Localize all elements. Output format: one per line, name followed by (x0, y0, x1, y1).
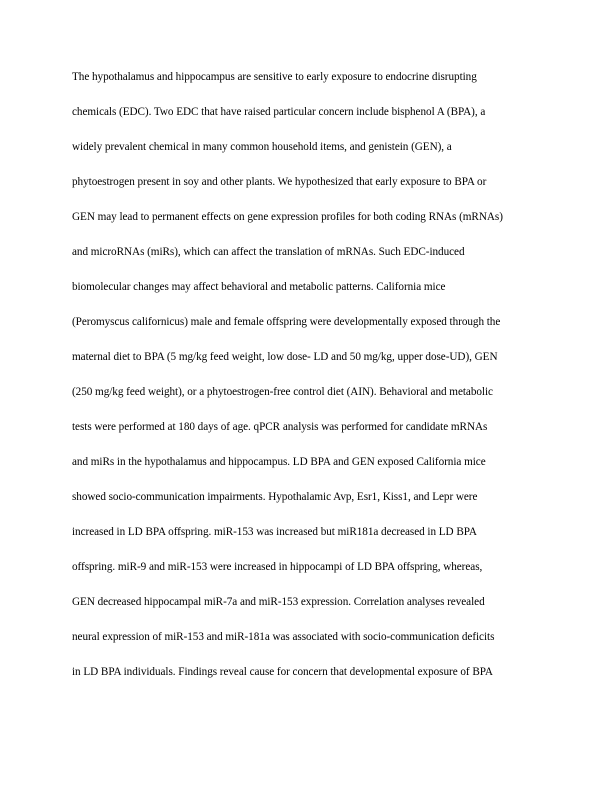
text-line: maternal diet to BPA (5 mg/kg feed weight, low dose- LD and 50 mg/kg, upper dose-UD), GEN (72, 351, 498, 363)
text-line: widely prevalent chemical in many common household items, and genistein (GEN), a (72, 141, 452, 153)
text-line: showed socio-communication impairments. Hypothalamic Avp, Esr1, Kiss1, and Lepr were (72, 491, 478, 503)
text-line: (250 mg/kg feed weight), or a phytoestrogen-free control diet (AIN). Behavioral and metabolic (72, 386, 493, 398)
text-line: GEN may lead to permanent effects on gene expression profiles for both coding RNAs (mRNAs) (72, 211, 503, 223)
text-line: chemicals (EDC). Two EDC that have raised particular concern include bisphenol A (BPA), a (72, 106, 486, 118)
text-line: and microRNAs (miRs), which can affect the translation of mRNAs. Such EDC-induced (72, 246, 465, 258)
text-line: in LD BPA individuals. Findings reveal cause for concern that developmental exposure of BPA (72, 666, 493, 678)
text-line: tests were performed at 180 days of age. qPCR analysis was performed for candidate mRNAs (72, 421, 488, 433)
text-line: phytoestrogen present in soy and other plants. We hypothesized that early exposure to BPA or (72, 176, 487, 188)
text-line: and miRs in the hypothalamus and hippocampus. LD BPA and GEN exposed California mice (72, 456, 486, 468)
text-line: GEN decreased hippocampal miR-7a and miR-153 expression. Correlation analyses revealed (72, 596, 485, 608)
text-line: neural expression of miR-153 and miR-181a was associated with socio-communication deficits (72, 631, 495, 643)
text-line: The hypothalamus and hippocampus are sensitive to early exposure to endocrine disrupting (72, 71, 477, 83)
text-line: (Peromyscus californicus) male and female offspring were developmentally exposed through the (72, 316, 501, 328)
text-line: offspring. miR-9 and miR-153 were increased in hippocampi of LD BPA offspring, whereas, (72, 561, 483, 573)
text-line: biomolecular changes may affect behavioral and metabolic patterns. California mice (72, 281, 446, 293)
text-line: increased in LD BPA offspring. miR-153 was increased but miR181a decreased in LD BPA (72, 526, 477, 538)
